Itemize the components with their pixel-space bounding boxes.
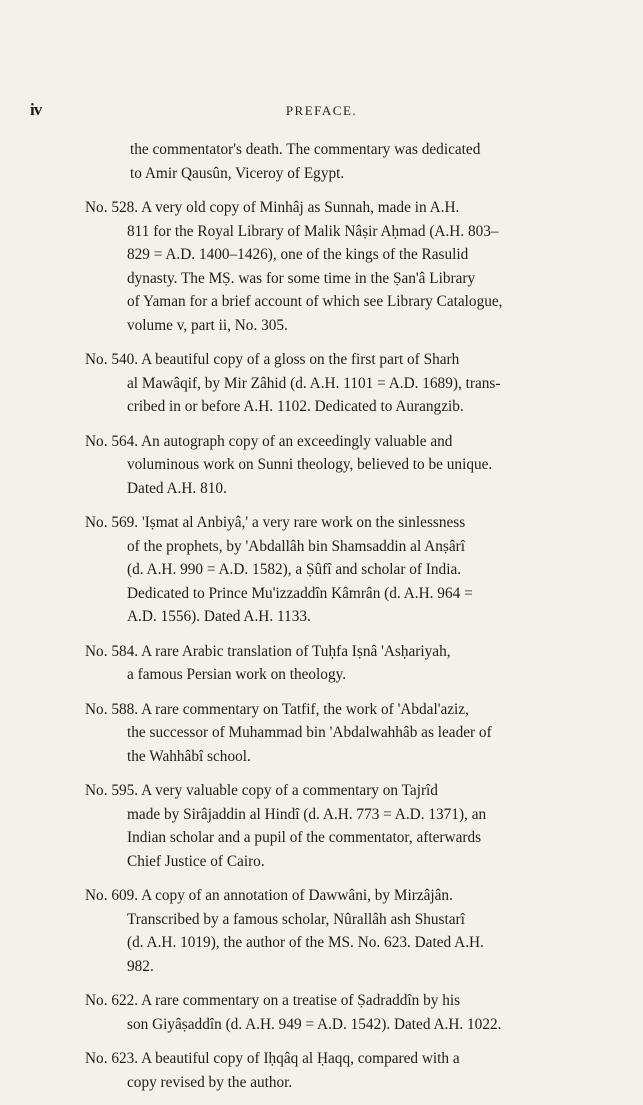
entry-line: dynasty. The MṢ. was for some time in the Ṣan'â Library	[127, 269, 476, 287]
manuscript-entry-595	[85, 779, 595, 873]
entry-line: 811 for the Royal Library of Malik Nâṣir Aḥmad (A.H. 803–	[127, 222, 499, 240]
manuscript-entry-584	[85, 640, 595, 687]
entry-line: No. 595. A very valuable copy of a commentary on Tajrîd	[85, 782, 438, 799]
entry-line: Chief Justice of Cairo.	[127, 852, 265, 870]
entry-line: copy revised by the author.	[127, 1073, 293, 1091]
entry-line: Dedicated to Prince Mu'izzaddîn Kâmrân (d. A.H. 964 =	[127, 584, 473, 602]
entry-line: of Yaman for a brief account of which see Library Catalogue,	[127, 293, 503, 310]
entry-line: son Giyâṣaddîn (d. A.H. 949 = A.D. 1542). Dated A.H. 1022.	[127, 1015, 502, 1033]
page-body	[85, 138, 595, 1105]
manuscript-entry-569	[85, 511, 595, 629]
entry-line: cribed in or before A.H. 1102. Dedicated to Aurangzib.	[127, 398, 464, 415]
entry-line: (d. A.H. 1019), the author of the MS. No. 623. Dated A.H.	[127, 934, 484, 951]
text-line: the commentator's death. The commentary was dedicated	[130, 141, 481, 158]
entry-line: No. 584. A rare Arabic translation of Tuḥfa Iṣnâ 'Asḥariyah,	[85, 642, 451, 660]
manuscript-entry-528	[85, 196, 595, 337]
entry-line: No. 540. A beautiful copy of a gloss on the first part of Sharh	[85, 351, 460, 368]
entry-line: No. 622. A rare commentary on a treatise of Ṣadraddîn by his	[85, 992, 461, 1009]
entry-line: No. 528. A very old copy of Minhâj as Sunnah, made in A.H.	[85, 199, 460, 216]
entry-line: voluminous work on Sunni theology, believed to be unique.	[127, 456, 493, 473]
text-line: to Amir Qausûn, Viceroy of Egypt.	[130, 164, 345, 182]
entry-line: the Wahhâbî school.	[127, 747, 251, 765]
entry-line: No. 569. 'Iṣmat al Anbiyâ,' a very rare work on the sinlessness	[85, 514, 466, 531]
entry-line: Transcribed by a famous scholar, Nûrallâh ash Shustarî	[127, 910, 465, 928]
entry-line: A.D. 1556). Dated A.H. 1133.	[127, 608, 311, 625]
entry-line: volume v, part ii, No. 305.	[127, 316, 288, 334]
page-number: iv	[30, 100, 42, 119]
manuscript-entry-609	[85, 884, 595, 978]
manuscript-entry-622	[85, 989, 595, 1036]
entry-line: the successor of Muhammad bin 'Abdalwahhâb as leader of	[127, 724, 492, 741]
entry-line: No. 588. A rare commentary on Tatfif, the work of 'Abdal'aziz,	[85, 700, 469, 718]
entry-line: Dated A.H. 810.	[127, 479, 227, 497]
manuscript-entry-623	[85, 1047, 595, 1094]
entry-line: No. 564. An autograph copy of an exceedingly valuable and	[85, 432, 453, 450]
entry-line: Indian scholar and a pupil of the commentator, afterwards	[127, 829, 482, 846]
manuscript-entry-540	[85, 348, 595, 419]
entry-line: al Mawâqif, by Mir Zâhid (d. A.H. 1101 = A.D. 1689), trans-	[127, 374, 501, 392]
entry-line: (d. A.H. 990 = A.D. 1582), a Ṣûfî and scholar of India.	[127, 561, 462, 578]
entry-line: No. 623. A beautiful copy of Iḥqâq al Ḥaqq, compared with a	[85, 1050, 460, 1067]
entry-line: No. 609. A copy of an annotation of Dawwâni, by Mirzâjân.	[85, 887, 453, 904]
entry-line: a famous Persian work on theology.	[127, 666, 347, 683]
continuation-paragraph	[85, 138, 595, 185]
entry-line: made by Sirâjaddin al Hindî (d. A.H. 773 = A.D. 1371), an	[127, 805, 487, 823]
entry-line: 982.	[127, 957, 154, 975]
manuscript-entry-588	[85, 698, 595, 769]
entry-line: of the prophets, by 'Abdallâh bin Shamsaddin al Anṣârî	[127, 537, 465, 555]
entry-line: 829 = A.D. 1400–1426), one of the kings of the Rasulid	[127, 246, 469, 263]
running-title: PREFACE.	[285, 103, 358, 118]
manuscript-entry-564	[85, 430, 595, 501]
